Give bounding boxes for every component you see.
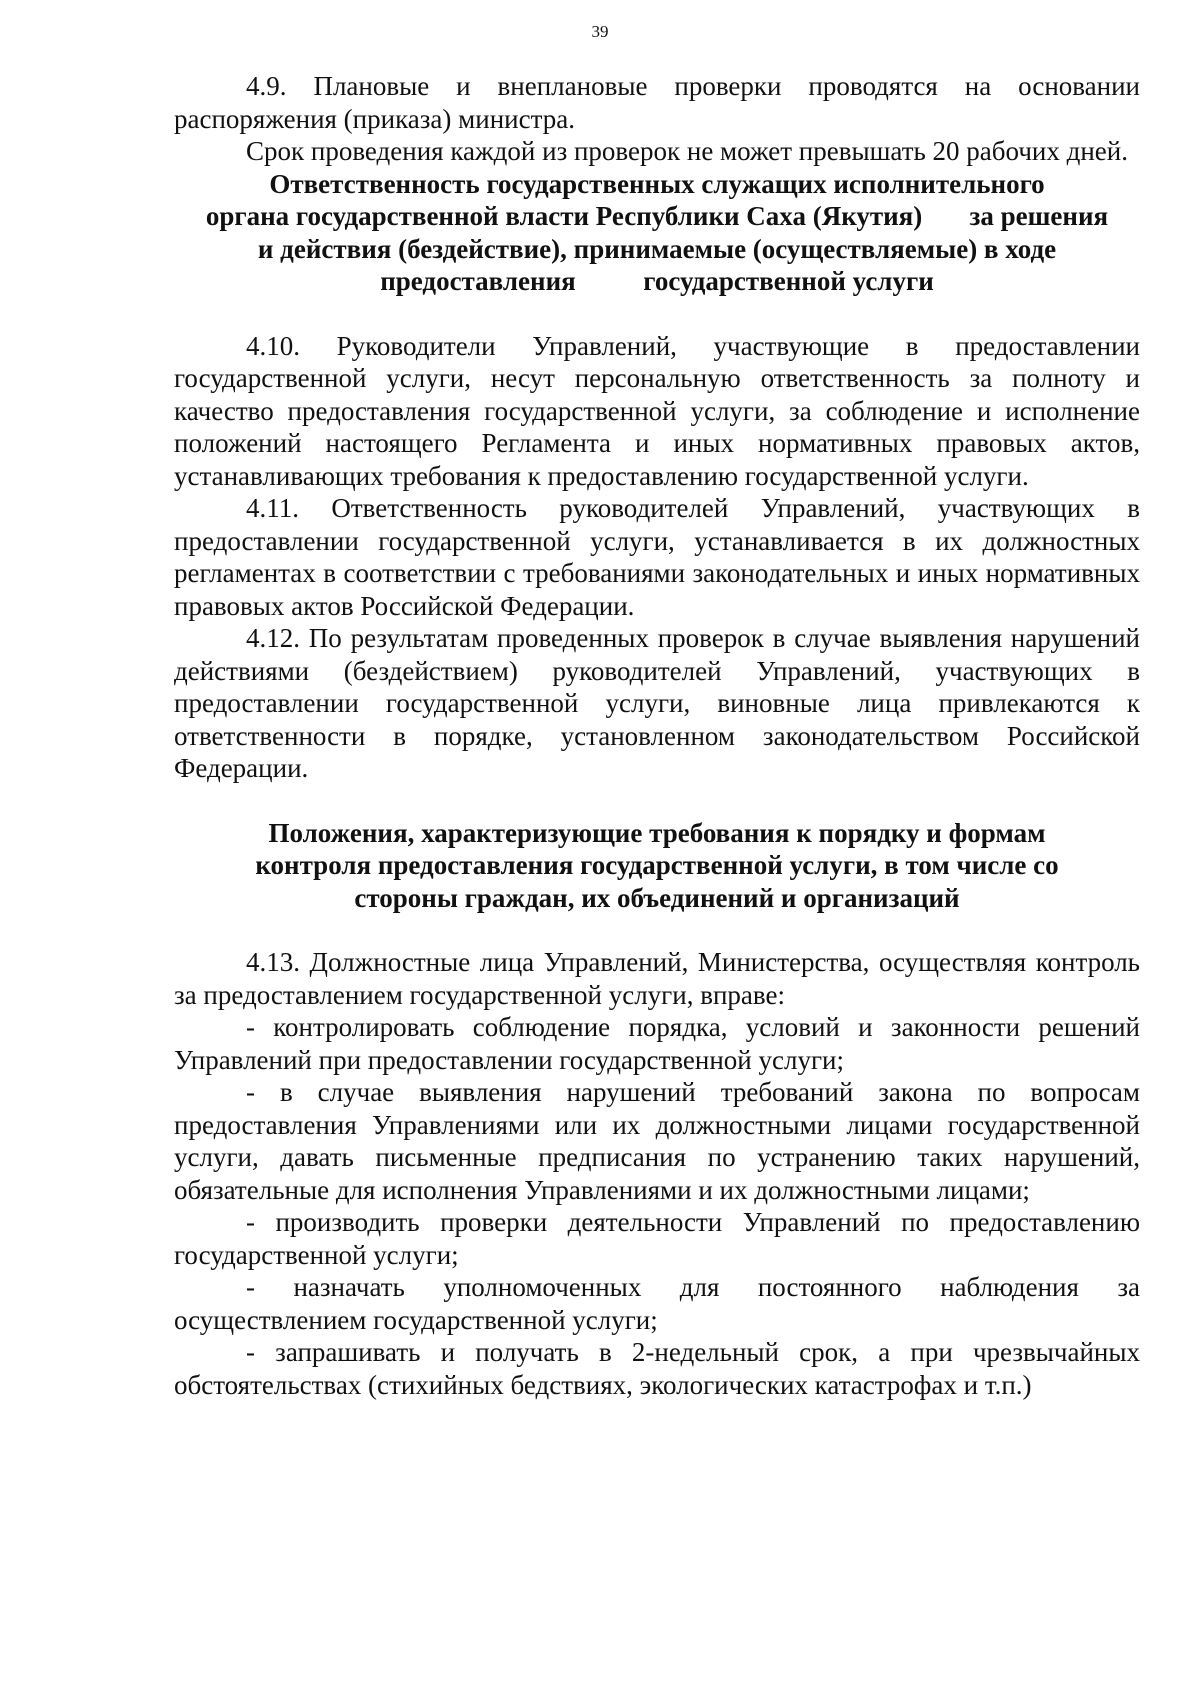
paragraph-4-13: 4.13. Должностные лица Управлений, Министерства, осуществляя контроль за предоставлением государственной услуги, вправе:: [174, 947, 1140, 1010]
document-body: [174, 70, 1140, 1401]
spacer: [174, 298, 1140, 330]
spacer: [174, 914, 1140, 946]
heading-line: и действия (бездействие), принимаемые (осуществляемые) в ходе: [257, 233, 1057, 264]
list-item: - производить проверки деятельности Управлений по предоставлению государственной услуги;: [174, 1207, 1140, 1270]
paragraph-4-12: 4.12. По результатам проведенных проверок в случае выявления нарушений действиями (бездействием) руководителей Управлений, участвующих в предоставлении государственной услуги, виновные лица привлекаются к ответственности в порядке, установленном законодательством Российской Федерации.: [174, 623, 1140, 783]
heading-line: Ответственность государственных служащих исполнительного: [269, 168, 1045, 199]
page-number: 39: [591, 22, 609, 41]
heading-line: стороны граждан, их объединений и организаций: [354, 882, 960, 913]
list-item: - контролировать соблюдение порядка, условий и законности решений Управлений при предоставлении государственной услуги;: [174, 1012, 1140, 1075]
spacer: [174, 785, 1140, 817]
section-heading-control: [174, 817, 1140, 915]
heading-line: Положения, характеризующие требования к порядку и формам: [268, 817, 1046, 848]
list-item: - запрашивать и получать в 2-недельный срок, а при чрезвычайных обстоятельствах (стихийных бедствиях, экологических катастрофах и т.п.): [174, 1337, 1140, 1400]
heading-line: предоставления государственной услуги: [380, 266, 934, 296]
list-item: - назначать уполномоченных для постоянного наблюдения за осуществлением государственной услуги;: [174, 1272, 1140, 1335]
heading-line: контроля предоставления государственной услуги, в том числе со: [255, 850, 1059, 880]
paragraph-4-10: 4.10. Руководители Управлений, участвующие в предоставлении государственной услуги, несут персональную ответственность за полноту и качество предоставления государственной услуги, за соблюдение и исполнение положений настоящего Регламента и иных нормативных правовых актов, устанавливающих требования к предоставлению государственной услуги.: [174, 330, 1140, 491]
section-heading-responsibility: [174, 168, 1140, 298]
list-item: - в случае выявления нарушений требований закона по вопросам предоставления Управлениями или их должностными лицами государственной услуги, давать письменные предписания по устранению таких нарушений, обязательные для исполнения Управлениями и их должностными лицами;: [174, 1077, 1140, 1205]
paragraph-4-9-term: Срок проведения каждой из проверок не может превышать 20 рабочих дней.: [246, 136, 1128, 166]
paragraph-4-11: 4.11. Ответственность руководителей Управлений, участвующих в предоставлении государственной услуги, устанавливается в их должностных регламентах в соответствии с требованиями законодательных и иных нормативных правовых актов Российской Федерации.: [174, 493, 1140, 621]
paragraph-4-9: 4.9. Плановые и внеплановые проверки проводятся на основании распоряжения (приказа) министра.: [174, 71, 1140, 134]
heading-line: органа государственной власти Республики Саха (Якутия) за решения: [205, 201, 1109, 231]
